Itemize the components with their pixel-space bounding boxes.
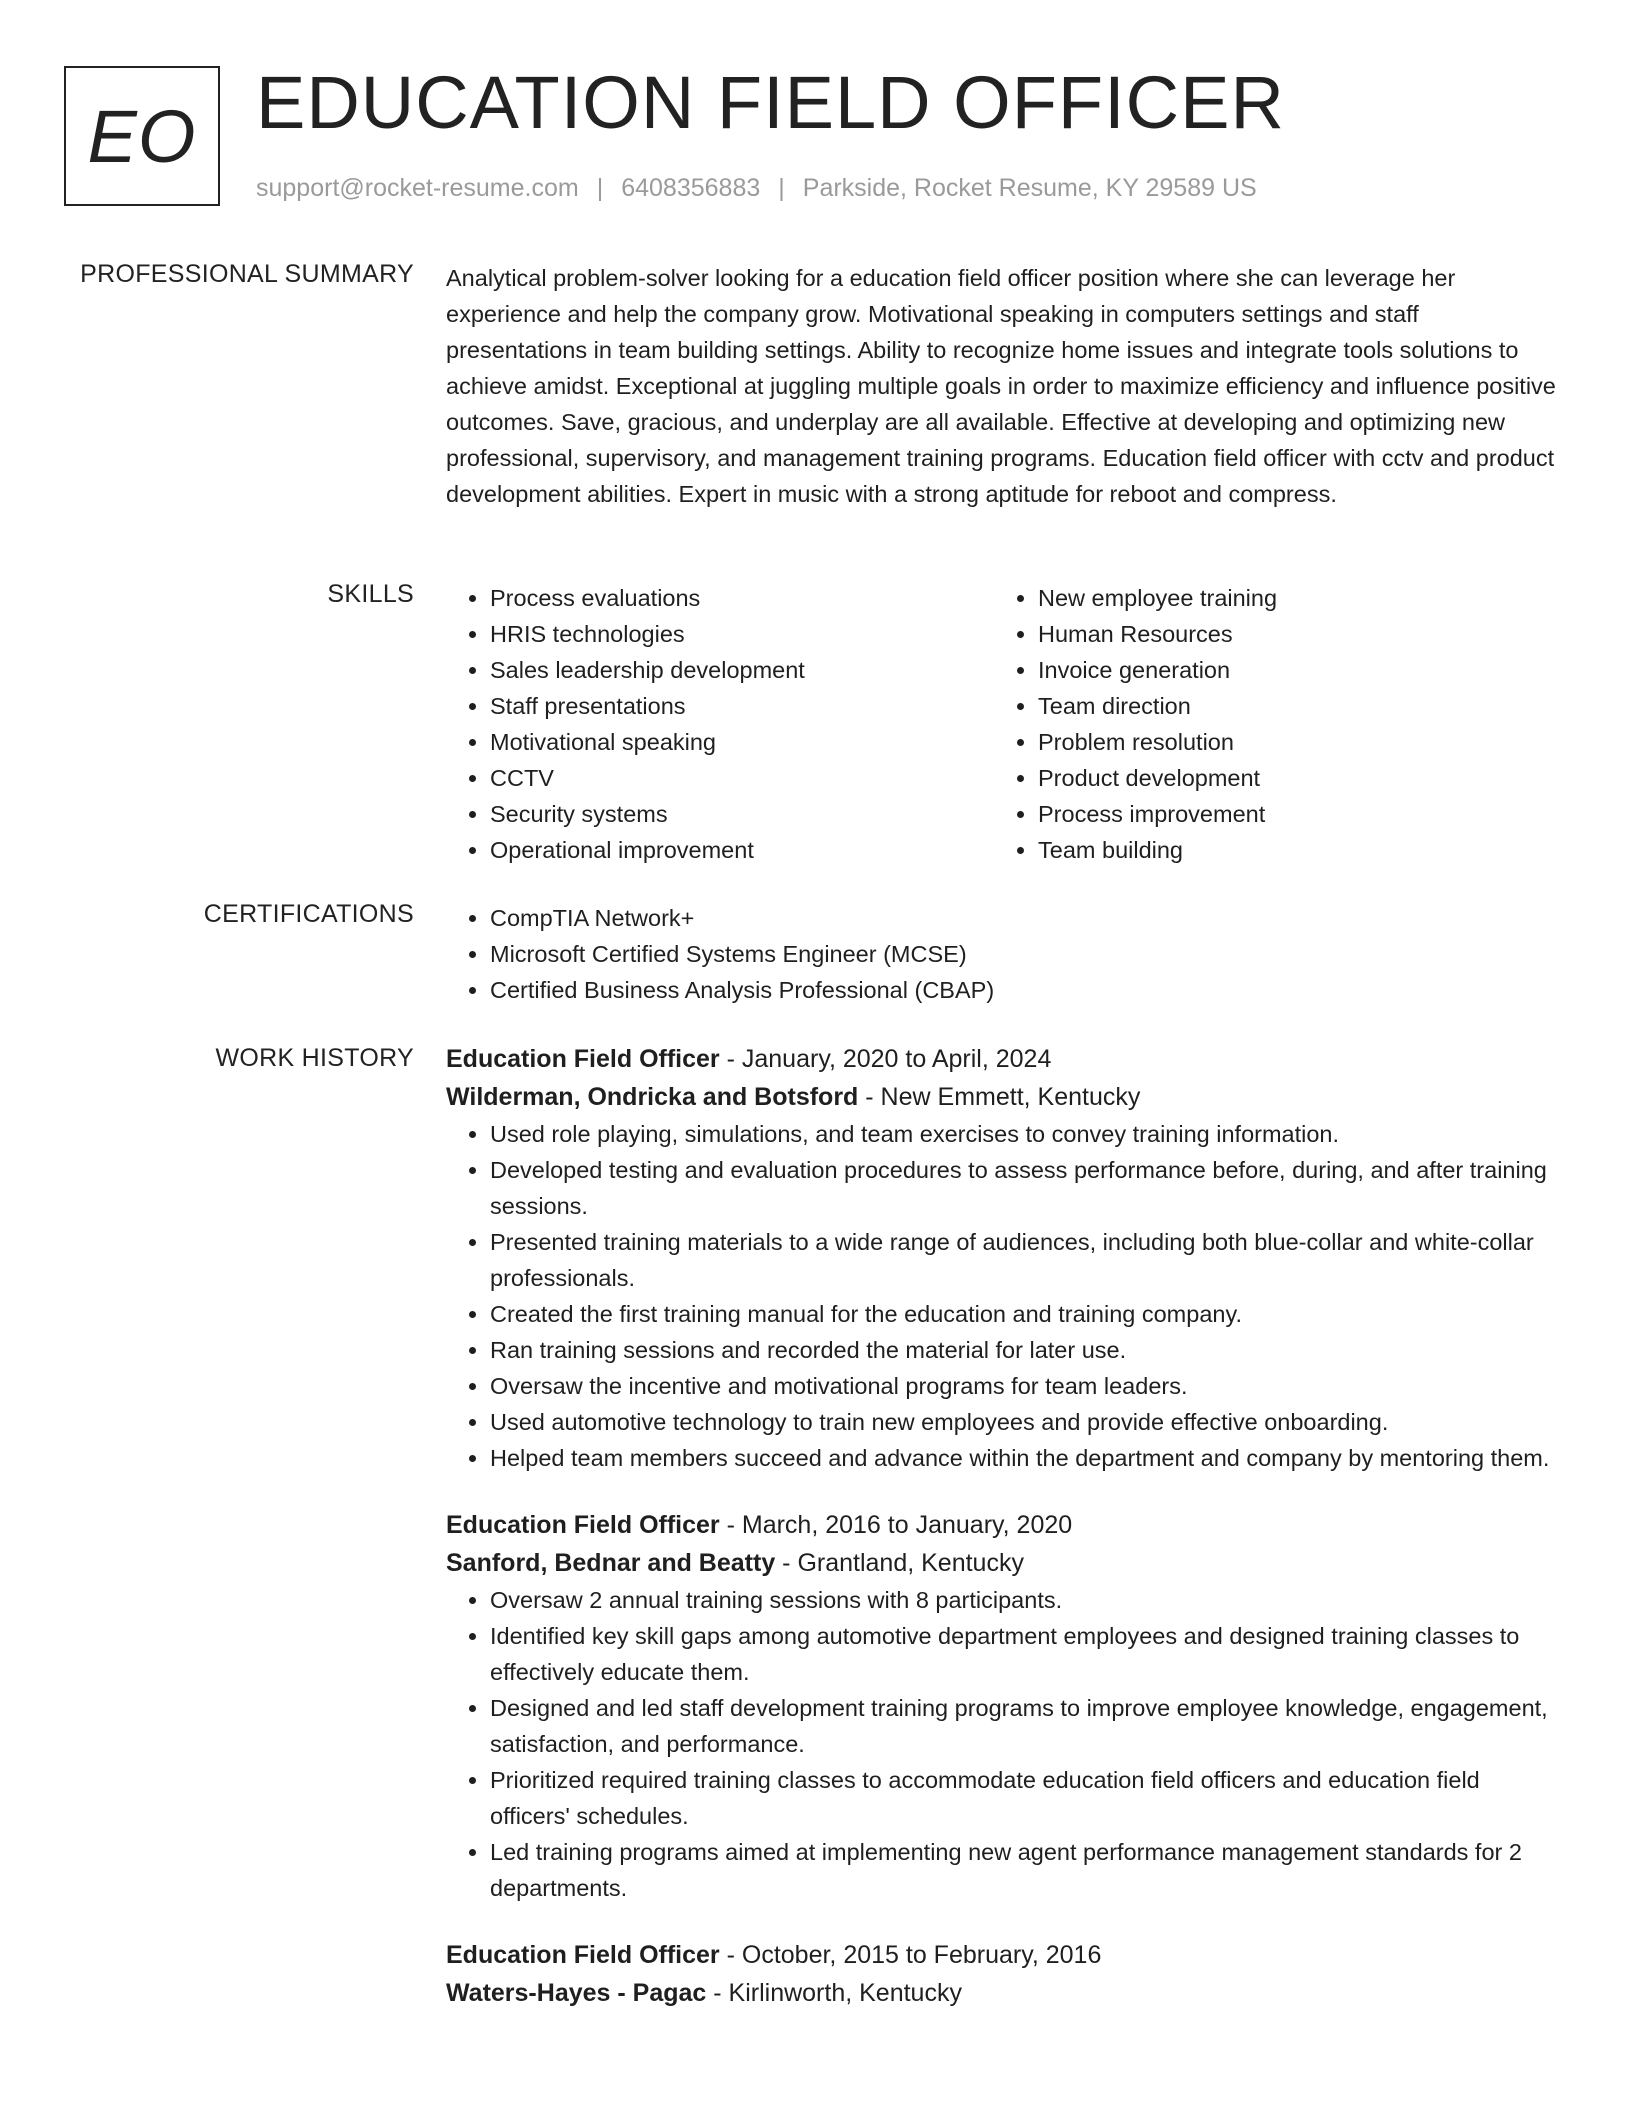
skill-item: • Problem resolution — [1038, 724, 1542, 760]
section-label-summary: PROFESSIONAL SUMMARY — [80, 260, 414, 288]
job-title: Education Field Officer — [446, 1511, 720, 1539]
job-entry — [446, 1040, 1556, 1476]
job-bullet: • Designed and led staff development training programs to improve employee knowledge, engagement, satisfaction, and performance. — [490, 1690, 1556, 1762]
skills-list-right — [994, 580, 1542, 868]
skills-body — [446, 580, 1556, 868]
job-location: - Grantland, Kentucky — [775, 1549, 1024, 1577]
skill-item: • HRIS technologies — [490, 616, 994, 652]
skill-item: • Security systems — [490, 796, 994, 832]
summary-body — [446, 260, 1556, 512]
certification-item: • Microsoft Certified Systems Engineer (MCSE) — [490, 936, 1556, 972]
contact-separator: | — [778, 174, 785, 202]
job-bullet-list — [446, 1582, 1556, 1906]
skill-item: • Operational improvement — [490, 832, 994, 868]
skill-item: • Invoice generation — [1038, 652, 1542, 688]
section-label-skills: SKILLS — [327, 580, 414, 608]
job-bullet-list — [446, 1116, 1556, 1476]
skills-grid — [446, 580, 1556, 868]
job-bullet: • Developed testing and evaluation procedures to assess performance before, during, and after training sessions. — [490, 1152, 1556, 1224]
job-location: - New Emmett, Kentucky — [858, 1083, 1141, 1111]
section-label-certifications: CERTIFICATIONS — [203, 900, 414, 928]
contact-address: Parkside, Rocket Resume, KY 29589 US — [802, 174, 1257, 202]
job-entry — [446, 1506, 1556, 1906]
job-company: Wilderman, Ondricka and Botsford — [446, 1083, 859, 1111]
job-bullet: • Helped team members succeed and advance within the department and company by mentoring them. — [490, 1440, 1556, 1476]
work-history-body — [446, 1040, 1556, 2042]
job-bullet: • Ran training sessions and recorded the material for later use. — [490, 1332, 1556, 1368]
certification-item: • Certified Business Analysis Professional (CBAP) — [490, 972, 1556, 1008]
job-bullet: • Presented training materials to a wide range of audiences, including both blue-collar and white-collar professionals. — [490, 1224, 1556, 1296]
job-bullet: • Oversaw 2 annual training sessions with 8 participants. — [490, 1582, 1556, 1618]
job-bullet: • Created the first training manual for the education and training company. — [490, 1296, 1556, 1332]
skill-item: • Sales leadership development — [490, 652, 994, 688]
skill-item: • Staff presentations — [490, 688, 994, 724]
job-dates: - October, 2015 to February, 2016 — [719, 1941, 1102, 1969]
certification-item: • CompTIA Network+ — [490, 900, 1556, 936]
job-location: - Kirlinworth, Kentucky — [706, 1979, 962, 2007]
job-title: Education Field Officer — [446, 1045, 720, 1073]
job-entry — [446, 1936, 1556, 2012]
job-company: Waters-Hayes - Pagac — [446, 1979, 707, 2007]
job-title-line — [446, 1936, 1556, 1974]
job-bullet: • Used automotive technology to train new employees and provide effective onboarding. — [490, 1404, 1556, 1440]
job-company-line — [446, 1544, 1556, 1582]
skill-item: • Team building — [1038, 832, 1542, 868]
certifications-body — [446, 900, 1556, 1008]
skill-item: • Team direction — [1038, 688, 1542, 724]
job-dates: - March, 2016 to January, 2020 — [719, 1511, 1073, 1539]
skill-item: • Motivational speaking — [490, 724, 994, 760]
skill-item: • Process improvement — [1038, 796, 1542, 832]
skill-item: • Human Resources — [1038, 616, 1542, 652]
skill-item: • New employee training — [1038, 580, 1542, 616]
job-company-line — [446, 1974, 1556, 2012]
job-dates: - January, 2020 to April, 2024 — [719, 1045, 1052, 1073]
monogram-badge: EO — [64, 66, 220, 206]
job-bullet: • Used role playing, simulations, and team exercises to convey training information. — [490, 1116, 1556, 1152]
certifications-list — [446, 900, 1556, 1008]
skill-item: • CCTV — [490, 760, 994, 796]
skills-column-right — [994, 580, 1542, 868]
job-company-line — [446, 1078, 1556, 1116]
section-label-work-history: WORK HISTORY — [215, 1044, 414, 1072]
job-bullet: • Led training programs aimed at implementing new agent performance management standards for 2 departments. — [490, 1834, 1556, 1906]
skill-item: • Product development — [1038, 760, 1542, 796]
contact-separator: | — [596, 174, 604, 202]
contact-email[interactable]: support@rocket-resume.com — [256, 174, 579, 202]
job-bullet: • Identified key skill gaps among automotive department employees and designed training classes to effectively educate them. — [490, 1618, 1556, 1690]
skills-list-left — [446, 580, 994, 868]
job-title-line — [446, 1506, 1556, 1544]
job-title: Education Field Officer — [446, 1941, 720, 1969]
summary-text: Analytical problem-solver looking for a education field officer position where she can leverage her experience and help the company grow. Motivational speaking in computers settings and staff presentations in team building settings. Ability to recognize home issues and integrate tools solutions to achieve amidst. Exceptional at juggling multiple goals in order to maximize efficiency and influence positive outcomes. Save, gracious, and underplay are all available. Effective at developing and optimizing new professional, supervisory, and management training programs. Education field officer with cctv and product development abilities. Expert in music with a strong aptitude for reboot and compress. — [446, 265, 1556, 507]
job-company: Sanford, Bednar and Beatty — [446, 1549, 776, 1577]
job-title-line — [446, 1040, 1556, 1078]
skill-item: • Process evaluations — [490, 580, 994, 616]
skills-column-left — [446, 580, 994, 868]
job-bullet: • Oversaw the incentive and motivational programs for team leaders. — [490, 1368, 1556, 1404]
page-title: EDUCATION FIELD OFFICER — [256, 61, 1285, 144]
job-bullet: • Prioritized required training classes to accommodate education field officers and education field officers' schedules. — [490, 1762, 1556, 1834]
contact-line — [256, 174, 1257, 203]
contact-phone[interactable]: 6408356883 — [621, 174, 761, 202]
